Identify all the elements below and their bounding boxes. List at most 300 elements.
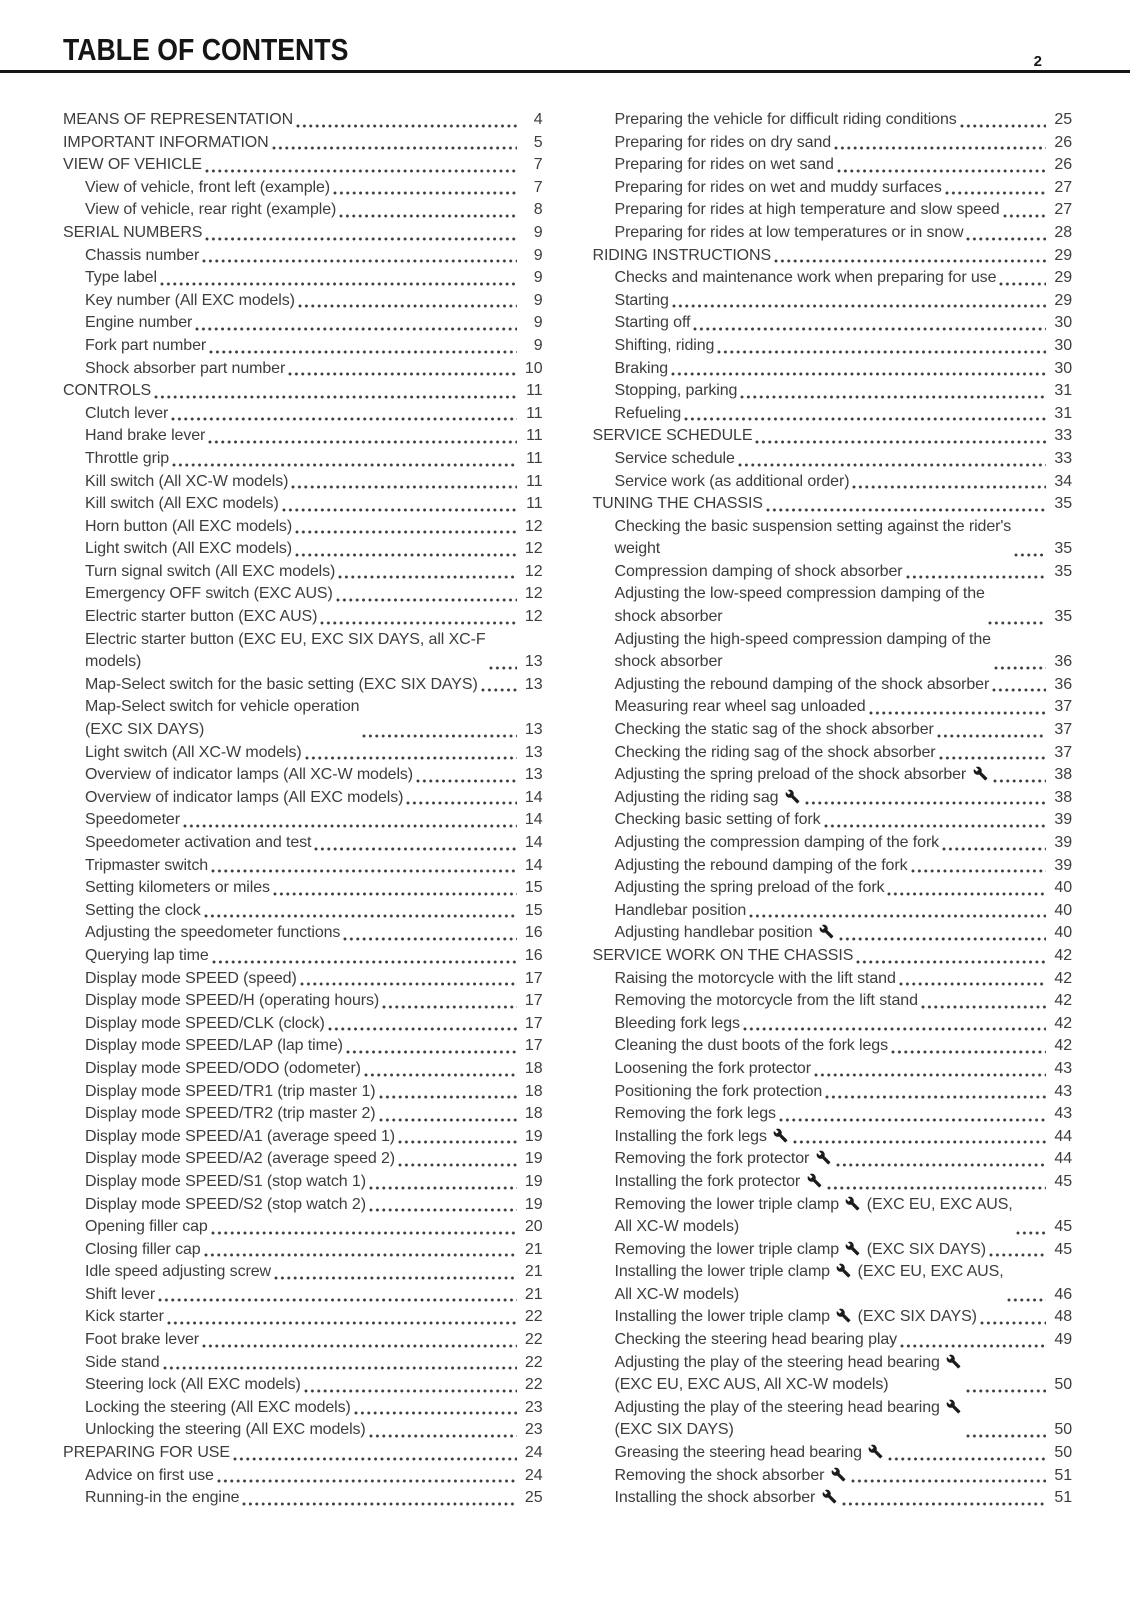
toc-entry[interactable] — [593, 968, 1073, 991]
toc-entry[interactable] — [593, 742, 1073, 765]
toc-entry-label: Turn signal switch (All EXC models) — [85, 562, 336, 580]
toc-entry[interactable] — [63, 629, 543, 674]
wrench-icon — [973, 766, 988, 781]
toc-entry-label: Closing filler cap — [85, 1240, 201, 1258]
dot-leader — [779, 1118, 1046, 1122]
wrench-icon — [785, 789, 800, 804]
toc-entry-label: Adjusting the speedometer functions — [85, 924, 341, 942]
toc-entry-page: 45 — [1054, 1240, 1072, 1258]
dot-leader — [379, 1118, 517, 1122]
toc-entry-label: Installing the fork legs — [593, 1126, 791, 1149]
toc-entry[interactable] — [593, 1126, 1073, 1149]
toc-entry[interactable] — [593, 832, 1073, 855]
toc-entry-page: 13 — [524, 743, 543, 761]
toc-entry[interactable] — [593, 1465, 1073, 1488]
toc-entry-label: View of vehicle, front left (example) — [85, 178, 331, 196]
toc-column-right — [593, 109, 1073, 1510]
toc-entry[interactable] — [63, 990, 543, 1013]
toc-entry-label: Adjusting the riding sag — [593, 787, 802, 810]
toc-entry[interactable] — [593, 154, 1073, 177]
dot-leader — [824, 824, 1047, 828]
toc-entry-page: 48 — [1054, 1308, 1072, 1326]
toc-entry-page: 35 — [1054, 562, 1072, 580]
dot-leader — [163, 1366, 517, 1370]
toc-entry[interactable] — [593, 922, 1073, 945]
toc-entry-page: 23 — [524, 1398, 543, 1416]
toc-entry-page: 34 — [1054, 472, 1072, 490]
dot-leader — [398, 1163, 516, 1167]
toc-entry-page: 12 — [524, 562, 543, 580]
toc-entry[interactable] — [63, 1397, 543, 1420]
toc-entry-label: Installing the fork protector — [593, 1171, 824, 1194]
toc-entry[interactable] — [593, 290, 1073, 313]
toc-entry[interactable] — [63, 968, 543, 991]
toc-entry[interactable] — [63, 335, 543, 358]
dot-leader — [217, 1479, 517, 1483]
dot-leader — [672, 304, 1046, 308]
toc-entry[interactable] — [63, 696, 543, 741]
toc-entry[interactable] — [63, 1148, 543, 1171]
dot-leader — [314, 847, 516, 851]
toc-entry-label: RIDING INSTRUCTIONS — [592, 246, 772, 264]
toc-entry-label: Advice on first use — [85, 1466, 214, 1484]
toc-entry[interactable] — [63, 877, 543, 900]
toc-entry-label: Electric starter button (EXC EU, EXC SIX DAYS, all XC-F models) — [85, 630, 486, 671]
toc-entry-page: 42 — [1054, 992, 1072, 1010]
toc-entry-label: Speedometer activation and test — [85, 834, 312, 851]
toc-entry-label: Measuring rear wheel sag unloaded — [614, 698, 866, 716]
toc-entry-page: 22 — [524, 1353, 543, 1371]
toc-entry-label: Installing the shock absorber — [593, 1487, 839, 1510]
toc-entry-page: 28 — [1054, 223, 1072, 241]
dot-leader — [336, 598, 517, 602]
toc-entry[interactable] — [63, 109, 543, 132]
dot-leader — [233, 1457, 517, 1461]
toc-entry[interactable] — [63, 1171, 543, 1194]
toc-entry[interactable] — [63, 1126, 543, 1149]
toc-entry-page: 38 — [1054, 766, 1072, 784]
toc-entry[interactable] — [63, 222, 543, 245]
toc-entry[interactable] — [593, 403, 1073, 426]
toc-entry-page: 23 — [524, 1421, 543, 1439]
toc-entry-label: Removing the lower triple clamp (EXC SIX DAYS) — [614, 1240, 986, 1258]
toc-entry[interactable] — [593, 1442, 1073, 1465]
toc-entry[interactable] — [63, 583, 543, 606]
toc-entry-label: Starting off — [614, 314, 691, 332]
toc-entry-page: 33 — [1054, 427, 1072, 445]
toc-entry[interactable] — [63, 1035, 543, 1058]
toc-entry[interactable] — [593, 199, 1073, 222]
toc-entry-label: Installing the lower triple clamp (EXC EU, EXC AUS, All XC-W models) — [614, 1263, 1004, 1303]
toc-entry[interactable] — [63, 742, 543, 765]
dot-leader — [966, 1434, 1046, 1438]
toc-entry[interactable] — [593, 855, 1073, 878]
toc-entry[interactable] — [593, 1329, 1073, 1352]
toc-entry[interactable] — [63, 674, 543, 697]
toc-entry[interactable] — [63, 245, 543, 268]
toc-entry[interactable] — [63, 764, 543, 787]
toc-entry[interactable] — [63, 787, 543, 810]
dot-leader — [416, 779, 516, 783]
toc-entry[interactable] — [593, 335, 1073, 358]
toc-entry-page: 22 — [524, 1331, 543, 1349]
toc-entry-label: Raising the motorcycle with the lift stand — [614, 969, 896, 987]
toc-entry-label: Emergency OFF switch (EXC AUS) — [85, 585, 333, 603]
toc-entry-label: Bleeding fork legs — [614, 1014, 740, 1032]
dot-leader — [320, 621, 516, 625]
toc-entry-page: 44 — [1054, 1127, 1072, 1145]
dot-leader — [1003, 214, 1046, 218]
toc-entry[interactable] — [593, 493, 1073, 516]
toc-entry[interactable] — [63, 132, 543, 155]
toc-entry[interactable] — [63, 1194, 543, 1217]
toc-entry[interactable] — [593, 1081, 1073, 1104]
toc-entry[interactable] — [63, 1442, 543, 1465]
toc-entry[interactable] — [593, 177, 1073, 200]
toc-entry-page: 15 — [524, 879, 543, 897]
toc-entry-page: 39 — [1054, 834, 1072, 851]
toc-entry[interactable] — [63, 538, 543, 561]
toc-entry-page: 49 — [1054, 1331, 1072, 1349]
toc-entry[interactable] — [593, 1352, 1073, 1397]
toc-entry-label: Checking the static sag of the shock absorber — [614, 721, 934, 739]
dot-leader — [406, 801, 516, 805]
dot-leader — [856, 960, 1046, 964]
toc-entry-label: Adjusting the spring preload of the shock absorber — [593, 764, 990, 787]
toc-entry[interactable] — [593, 583, 1073, 628]
toc-entry-page: 20 — [524, 1218, 543, 1236]
toc-entry-label: Adjusting the play of the steering head bearing (EXC SIX DAYS) — [593, 1397, 964, 1442]
toc-entry[interactable] — [63, 312, 543, 335]
toc-entry[interactable] — [593, 380, 1073, 403]
dot-leader — [204, 1253, 517, 1257]
toc-entry[interactable] — [63, 448, 543, 471]
toc-entry-page: 19 — [524, 1127, 543, 1145]
toc-entry[interactable] — [63, 1374, 543, 1397]
dot-leader — [339, 214, 516, 218]
toc-entry[interactable] — [593, 1397, 1073, 1442]
toc-entry[interactable] — [63, 606, 543, 629]
dot-leader — [966, 1389, 1046, 1393]
dot-leader — [304, 1389, 517, 1393]
toc-entry[interactable] — [593, 787, 1073, 810]
dot-leader — [167, 1321, 517, 1325]
dot-leader — [154, 395, 516, 399]
toc-entry-label: SERIAL NUMBERS — [63, 223, 203, 241]
toc-entry-page: 35 — [1054, 495, 1072, 513]
toc-entry-page: 9 — [533, 269, 543, 287]
toc-entry-label: Preparing for rides at high temperature and slow speed — [614, 201, 1000, 219]
toc-entry[interactable] — [593, 516, 1073, 561]
dot-leader — [842, 1502, 1046, 1506]
toc-entry[interactable] — [63, 1239, 543, 1262]
toc-entry-label: Checking basic setting of fork — [614, 811, 821, 829]
dot-leader — [202, 259, 516, 263]
toc-entry[interactable] — [63, 516, 543, 539]
toc-entry[interactable] — [63, 199, 543, 222]
toc-entry[interactable] — [593, 1194, 1073, 1239]
toc-entry-label: Stopping, parking — [614, 382, 738, 400]
toc-entry[interactable] — [63, 403, 543, 426]
wrench-icon — [807, 1173, 822, 1188]
toc-entry[interactable] — [63, 1013, 543, 1036]
toc-entry-page: 42 — [1054, 946, 1072, 964]
toc-entry[interactable] — [593, 448, 1073, 471]
toc-entry[interactable] — [63, 177, 543, 200]
dot-leader — [369, 1186, 517, 1190]
toc-entry-page: 45 — [1054, 1172, 1072, 1190]
wrench-icon — [868, 1444, 883, 1459]
dot-leader — [354, 1411, 517, 1415]
dot-leader — [288, 372, 516, 376]
toc-entry[interactable] — [593, 1058, 1073, 1081]
dot-leader — [749, 914, 1046, 918]
toc-entry[interactable] — [593, 809, 1073, 832]
toc-entry[interactable] — [593, 1103, 1073, 1126]
toc-entry-page: 7 — [533, 156, 543, 174]
dot-leader — [172, 463, 516, 467]
toc-entry-page: 43 — [1054, 1059, 1072, 1077]
toc-entry-label: Kick starter — [85, 1308, 164, 1326]
toc-entry[interactable] — [63, 358, 543, 381]
wrench-icon — [845, 1241, 860, 1256]
dot-leader — [295, 553, 517, 557]
toc-entry[interactable] — [63, 1103, 543, 1126]
toc-entry[interactable] — [63, 154, 543, 177]
toc-entry-page: 14 — [524, 788, 543, 806]
dot-leader — [333, 191, 516, 195]
toc-entry[interactable] — [63, 1419, 543, 1442]
dot-leader — [960, 124, 1046, 128]
toc-entry[interactable] — [593, 629, 1073, 674]
toc-entry-label: Map-Select switch for vehicle operation (EXC SIX DAYS) — [85, 698, 360, 739]
toc-entry-label: Setting the clock — [85, 901, 201, 919]
toc-entry-page: 21 — [524, 1285, 543, 1303]
toc-entry-label: Compression damping of shock absorber — [614, 562, 903, 580]
toc-entry[interactable] — [593, 109, 1073, 132]
dot-leader — [989, 1253, 1046, 1257]
toc-entry-label: View of vehicle, rear right (example) — [85, 201, 337, 219]
toc-entry[interactable] — [593, 1171, 1073, 1194]
toc-entry-label: Handlebar position — [614, 901, 747, 919]
toc-entry-page: 11 — [526, 382, 543, 400]
toc-entry-page: 9 — [533, 223, 543, 241]
toc-entry[interactable] — [593, 1148, 1073, 1171]
toc-entry-label: Checks and maintenance work when preparing for use — [614, 269, 997, 287]
toc-entry-page: 29 — [1054, 246, 1072, 264]
toc-entry[interactable] — [63, 1261, 543, 1284]
toc-entry[interactable] — [593, 245, 1073, 268]
toc-entry[interactable] — [593, 877, 1073, 900]
toc-entry-page: 24 — [524, 1444, 543, 1462]
dot-leader — [489, 666, 517, 670]
toc-entry[interactable] — [593, 1261, 1073, 1306]
toc-entry-label: Electric starter button (EXC AUS) — [85, 608, 318, 626]
toc-entry[interactable] — [63, 1216, 543, 1239]
toc-entry[interactable] — [593, 471, 1073, 494]
dot-leader — [836, 1163, 1046, 1167]
toc-entry-page: 13 — [524, 721, 543, 739]
dot-leader — [921, 1005, 1046, 1009]
toc-entry-page: 45 — [1054, 1218, 1072, 1236]
toc-entry-page: 11 — [526, 427, 543, 445]
toc-entry[interactable] — [63, 425, 543, 448]
toc-entry[interactable] — [593, 561, 1073, 584]
toc-entry-page: 11 — [526, 449, 543, 467]
toc-entry[interactable] — [63, 855, 543, 878]
toc-entry-label: Adjusting the compression damping of the fork — [614, 834, 940, 851]
dot-leader — [827, 1186, 1047, 1190]
toc-entry-label: Engine number — [85, 314, 193, 332]
toc-entry-label: Shift lever — [85, 1285, 156, 1303]
dot-leader — [988, 621, 1046, 625]
toc-entry[interactable] — [63, 267, 543, 290]
toc-entry-label: Installing the lower triple clamp (EXC SIX DAYS) — [614, 1308, 977, 1326]
toc-entry[interactable] — [63, 1058, 543, 1081]
toc-entry-page: 16 — [524, 924, 543, 942]
dot-leader — [911, 869, 1047, 873]
toc-entry-label: Light switch (All XC-W models) — [85, 743, 302, 761]
dot-leader — [993, 779, 1046, 783]
dot-leader — [291, 485, 516, 489]
dot-leader — [945, 191, 1046, 195]
toc-entry-page: 50 — [1054, 1444, 1072, 1462]
dot-leader — [202, 1344, 516, 1348]
toc-entry[interactable] — [593, 358, 1073, 381]
toc-entry[interactable] — [593, 900, 1073, 923]
toc-entry-label: Greasing the steering head bearing — [593, 1442, 886, 1465]
wrench-icon — [819, 924, 834, 939]
toc-entry[interactable] — [63, 290, 543, 313]
toc-entry-label: Side stand — [85, 1353, 160, 1371]
toc-entry[interactable] — [593, 1306, 1073, 1329]
toc-entry[interactable] — [593, 719, 1073, 742]
dot-leader — [766, 508, 1046, 512]
dot-leader — [211, 869, 516, 873]
dot-leader — [900, 1344, 1046, 1348]
toc-entry-page: 17 — [524, 1037, 543, 1055]
toc-entry-label: Display mode SPEED/ODO (odometer) — [85, 1059, 361, 1077]
toc-entry-label: Display mode SPEED/A1 (average speed 1) — [85, 1127, 396, 1145]
toc-entry[interactable] — [593, 267, 1073, 290]
toc-entry-label: SERVICE WORK ON THE CHASSIS — [592, 946, 854, 964]
toc-entry[interactable] — [63, 1352, 543, 1375]
toc-entry-label: Idle speed adjusting screw — [85, 1263, 271, 1281]
toc-entry[interactable] — [593, 764, 1073, 787]
toc-entry[interactable] — [593, 1013, 1073, 1036]
dot-leader — [362, 734, 516, 738]
toc-entry[interactable] — [63, 1081, 543, 1104]
toc-entry-label: Shifting, riding — [614, 336, 715, 354]
wrench-icon — [946, 1399, 961, 1414]
toc-entry[interactable] — [63, 922, 543, 945]
toc-entry-page: 30 — [1054, 314, 1072, 332]
toc-entry-page: 14 — [524, 834, 543, 851]
toc-entry-page: 40 — [1054, 901, 1072, 919]
toc-entry-page: 35 — [1054, 608, 1072, 626]
toc-entry[interactable] — [63, 809, 543, 832]
toc-entry[interactable] — [593, 1035, 1073, 1058]
toc-entry-label: Starting — [614, 291, 669, 309]
toc-entry-label: Fork part number — [85, 336, 207, 354]
toc-entry[interactable] — [63, 1329, 543, 1352]
toc-entry-page: 9 — [533, 336, 543, 354]
toc-entry[interactable] — [593, 222, 1073, 245]
toc-entry[interactable] — [593, 425, 1073, 448]
toc-entry-label: Preparing for rides at low temperatures or in snow — [614, 223, 964, 241]
dot-leader — [738, 463, 1046, 467]
toc-entry-label: Map-Select switch for the basic setting (EXC SIX DAYS) — [85, 675, 478, 693]
toc-entry-page: 21 — [524, 1240, 543, 1258]
toc-entry[interactable] — [593, 674, 1073, 697]
toc-entry-label: Adjusting the play of the steering head bearing (EXC EU, EXC AUS, All XC-W models) — [593, 1352, 964, 1397]
dot-leader — [837, 169, 1046, 173]
toc-entry[interactable] — [593, 1239, 1073, 1262]
toc-entry[interactable] — [63, 380, 543, 403]
dot-leader — [211, 1231, 517, 1235]
dot-leader — [242, 1502, 516, 1506]
toc-entry[interactable] — [63, 1465, 543, 1488]
toc-entry-page: 19 — [524, 1150, 543, 1168]
toc-entry-page: 11 — [526, 404, 543, 422]
toc-entry[interactable] — [63, 561, 543, 584]
wrench-icon — [836, 1308, 851, 1323]
toc-entry-label: Key number (All EXC models) — [85, 291, 295, 309]
toc-entry[interactable] — [63, 945, 543, 968]
dot-leader — [208, 440, 516, 444]
toc-entry[interactable] — [63, 493, 543, 516]
toc-entry[interactable] — [593, 1487, 1073, 1510]
toc-entry-page: 36 — [1054, 675, 1072, 693]
dot-leader — [183, 824, 517, 828]
toc-entry-page: 37 — [1054, 721, 1072, 739]
toc-entry-page: 9 — [533, 246, 543, 264]
toc-entry[interactable] — [63, 471, 543, 494]
toc-entry[interactable] — [63, 832, 543, 855]
toc-entry-label: Display mode SPEED/LAP (lap time) — [85, 1037, 343, 1055]
dot-leader — [717, 350, 1046, 354]
dot-leader — [346, 1050, 517, 1054]
toc-entry-page: 37 — [1054, 698, 1072, 716]
table-of-contents — [0, 73, 1130, 1510]
toc-entry[interactable] — [63, 1306, 543, 1329]
dot-leader — [296, 124, 516, 128]
page-number: 2 — [1033, 53, 1042, 70]
toc-entry-label: Preparing for rides on wet and muddy surfaces — [614, 178, 942, 196]
toc-entry[interactable] — [593, 312, 1073, 335]
toc-entry-label: Adjusting the spring preload of the fork — [614, 879, 885, 897]
dot-leader — [204, 914, 517, 918]
toc-entry[interactable] — [593, 945, 1073, 968]
toc-entry-page: 51 — [1054, 1489, 1072, 1507]
toc-entry[interactable] — [63, 1284, 543, 1307]
dot-leader — [906, 575, 1046, 579]
toc-entry[interactable] — [63, 1487, 543, 1510]
toc-entry-label: Speedometer — [85, 811, 180, 829]
toc-entry[interactable] — [593, 990, 1073, 1013]
toc-entry-page: 43 — [1054, 1105, 1072, 1123]
toc-entry[interactable] — [593, 132, 1073, 155]
toc-entry[interactable] — [593, 696, 1073, 719]
toc-entry-label: CONTROLS — [63, 382, 152, 400]
toc-entry-page: 12 — [524, 608, 543, 626]
toc-entry[interactable] — [63, 900, 543, 923]
dot-leader — [295, 530, 516, 534]
toc-entry-label: Adjusting handlebar position — [593, 922, 837, 945]
toc-entry-page: 29 — [1054, 291, 1072, 309]
toc-entry-label: VIEW OF VEHICLE — [63, 156, 202, 174]
toc-entry-page: 16 — [524, 946, 543, 964]
